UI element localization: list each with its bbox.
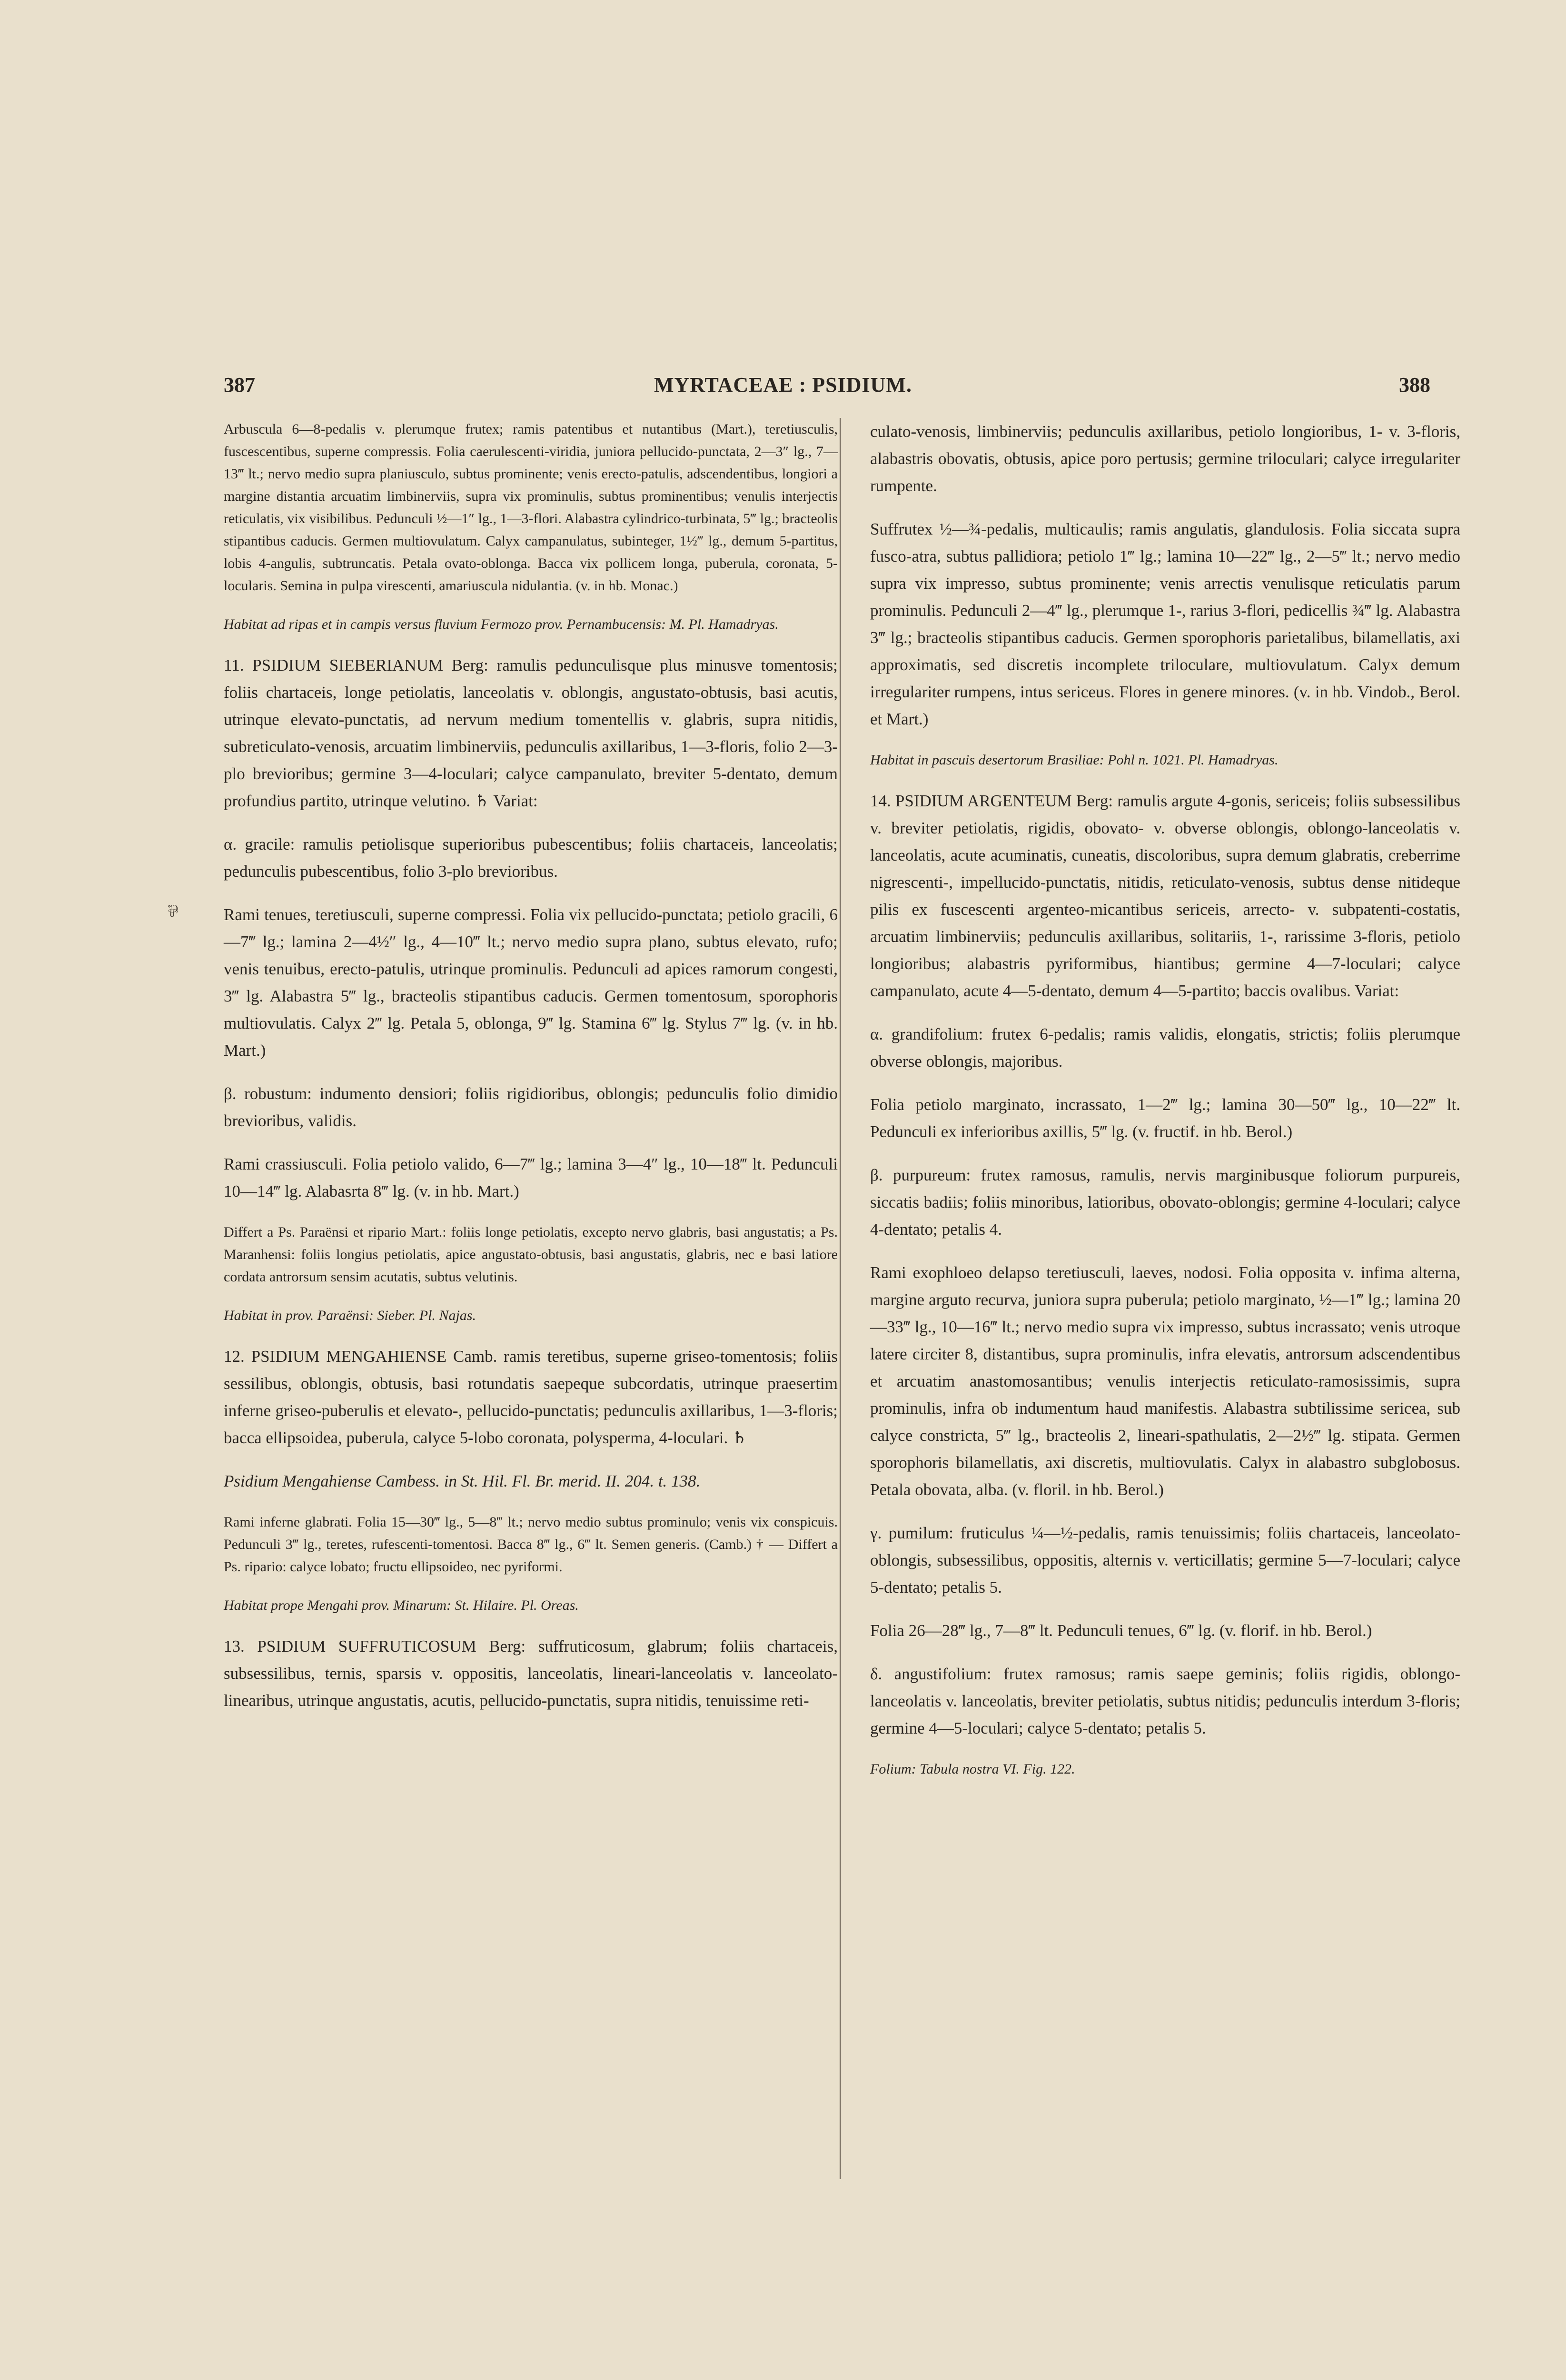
margin-mark: ⅌ xyxy=(168,903,178,921)
citation: Psidium Mengahiense Cambess. in St. Hil. Fl. Br. merid. II. 204. t. 138. xyxy=(224,1472,701,1490)
right-column xyxy=(870,418,1460,1796)
page-header xyxy=(0,369,1566,402)
right-page-number: 388 xyxy=(1399,373,1430,397)
paragraph: Folia 26—28‴ lg., 7—8‴ lt. Pedunculi tenues, 6‴ lg. (v. florif. in hb. Berol.) xyxy=(870,1621,1372,1640)
habitat-note: Habitat prope Mengahi prov. Minarum: St. Hilaire. Pl. Oreas. xyxy=(224,1597,579,1613)
left-column xyxy=(224,418,838,1730)
variety-entry: β. robustum: indumento densiori; foliis rigidioribus, oblongis; pedunculis folio dimidio brevioribus, validis. xyxy=(224,1084,838,1130)
paragraph: Arbuscula 6—8-pedalis v. plerumque frutex; ramis patentibus et nutantibus (Mart.), teretiusculis, fuscescentibus, superne compressis. Folia caerulescenti-viridia, juniora pellucido-punctata, 2—3″ lg., 7—13‴ lt.; nervo medio supra planiusculo, subtus prominente; venis erecto-patulis, adscendentibus, longiori a margine distantia arcuatim limbinerviis, supra vix prominulis, subtus prominentibus; venulis interjectis reticulatis, vix visibilibus. Pedunculi ½—1″ lg., 1—3-flori. Alabastra cylindrico-turbinata, 5‴ lg.; bracteolis stipantibus caducis. Germen multiovulatum. Calyx campanulatus, subinteger, 1½‴ lg., demum 5-partitus, lobis 4-angulis, subtruncatis. Petala ovato-oblonga. Bacca vix pollicem longa, puberula, coronata, 5-locularis. Semina in pulpa virescenti, amariuscula nidulantia. (v. in hb. Monac.) xyxy=(224,421,838,594)
paragraph: Rami crassiusculi. Folia petiolo valido, 6—7‴ lg.; lamina 3—4″ lg., 10—18‴ lt. Pedunculi 10—14‴ lg. Alabasrta 8‴ lg. (v. in hb. Mart.) xyxy=(224,1155,838,1200)
habitat-note: Habitat ad ripas et in campis versus fluvium Fermozo prov. Pernambucensis: M. Pl. Hamadryas. xyxy=(224,616,779,632)
paragraph: Rami inferne glabrati. Folia 15—30‴ lg., 5—8‴ lt.; nervo medio subtus prominulo; venis vix conspicuis. Pedunculi 3‴ lg., teretes, rufescenti-tomentosi. Bacca 8‴ lg., 6‴ lt. Semen generis. (Camb.) † — Differt a Ps. ripario: calyce lobato; fructu ellipsoideo, nec pyriformi. xyxy=(224,1514,838,1575)
variety-entry: α. grandifolium: frutex 6-pedalis; ramis validis, elongatis, strictis; foliis plerumque obverse oblongis, majoribus. xyxy=(870,1025,1460,1071)
running-title: MYRTACEAE : PSIDIUM. xyxy=(654,373,912,397)
species-entry: 13. PSIDIUM SUFFRUTICOSUM Berg: suffruticosum, glabrum; foliis chartaceis, subsessilibus, ternis, sparsis v. oppositis, lanceolatis, lineari-lanceolatis v. lanceolato-linearibus, utrinque angustatis, acutis, pellucido-punctatis, supra nitidis, tenuissime reti- xyxy=(224,1637,838,1710)
species-entry: 14. PSIDIUM ARGENTEUM Berg: ramulis argute 4-gonis, sericeis; foliis subsessilibus v. breviter petiolatis, rigidis, obovato- v. obverse oblongis, oblongo-lanceolatis v. lanceolatis, acute acuminatis, cuneatis, discoloribus, supra demum glabratis, creberrime nigrescenti-, impellucido-punctatis, nitidis, reticulato-venosis, subtus dense nitideque pilis ex fuscescenti argenteo-micantibus sericeis, arrecto- v. subpatenti-costatis, arcuatim limbinerviis; pedunculis axillaribus, solitariis, 1-, rarissime 3-floris, petiolo longioribus; alabastris pyriformibus, hiantibus; germine 4—7-loculari; calyce campanulato, acute 4—5-dentato, demum 4—5-partito; baccis ovalibus. Variat: xyxy=(870,792,1460,1000)
column-divider xyxy=(840,418,841,2179)
variety-entry: β. purpureum: frutex ramosus, ramulis, nervis marginibusque foliorum purpureis, siccatis badiis; foliis minoribus, latioribus, obovato-oblongis; germine 4-loculari; calyce 4-dentato; petalis 4. xyxy=(870,1166,1460,1239)
species-entry: 12. PSIDIUM MENGAHIENSE Camb. ramis teretibus, superne griseo-tomentosis; foliis sessilibus, oblongis, obtusis, basi rotundatis saepeque subcordatis, utrinque praesertim inferne griseo-puberulis et elevato-, pellucido-punctatis; pedunculis axillaribus, 1—3-floris; bacca ellipsoidea, puberula, calyce 5-lobo coronata, polysperma, 4-loculari. ♄ xyxy=(224,1347,838,1447)
paragraph: Differt a Ps. Paraënsi et ripario Mart.: foliis longe petiolatis, excepto nervo glabris, basi angustatis; a Ps. Maranhensi: foliis longius petiolatis, apice angustato-obtusis, basi angustatis, glabris, nec e basi latiore cordata antrorsum sensim acutatis, subtus velutinis. xyxy=(224,1224,838,1285)
left-page-number: 387 xyxy=(224,373,255,397)
variety-entry: δ. angustifolium: frutex ramosus; ramis saepe geminis; foliis rigidis, oblongo-lanceolatis v. lanceolatis, breviter petiolatis, subtus nitidis; pedunculis interdum 3-floris; germine 4—5-loculari; calyce 5-dentato; petalis 5. xyxy=(870,1665,1460,1737)
species-entry: 11. PSIDIUM SIEBERIANUM Berg: ramulis pedunculisque plus minusve tomentosis; foliis chartaceis, longe petiolatis, lanceolatis v. oblongis, angustato-obtusis, basi acutis, utrinque elevato-punctatis, ad nervum medium tomentellis v. glabris, supra nitidis, subreticulato-venosis, arcuatim limbinerviis, pedunculis axillaribus, 1—3-floris, folio 2—3-plo brevioribus; germine 3—4-loculari; calyce campanulato, breviter 5-dentato, demum profundius partito, utrinque velutino. ♄ Variat: xyxy=(224,656,838,810)
habitat-note: Habitat in prov. Paraënsi: Sieber. Pl. Najas. xyxy=(224,1308,476,1323)
paragraph: Folia petiolo marginato, incrassato, 1—2‴ lg.; lamina 30—50‴ lg., 10—22‴ lt. Pedunculi ex inferioribus axillis, 5‴ lg. (v. fructif. in hb. Berol.) xyxy=(870,1095,1460,1141)
habitat-note: Habitat in pascuis desertorum Brasiliae: Pohl n. 1021. Pl. Hamadryas. xyxy=(870,752,1279,768)
paragraph: Suffrutex ½—¾-pedalis, multicaulis; ramis angulatis, glandulosis. Folia siccata supra fusco-atra, subtus pallidiora; petiolo 1‴ lg.; lamina 10—22‴ lg., 2—5‴ lt.; nervo medio supra vix impresso, subtus prominente; venis arrectis venulisque reticulatis parum prominulis. Pedunculi 2—4‴ lg., plerumque 1-, rarius 3-flori, pedicellis ¾‴ lg. Alabastra 3‴ lg.; bracteolis stipantibus caducis. Germen sporophoris parietalibus, bilamellatis, axi approximatis, sed discretis incomplete triloculare, multiovulatum. Calyx demum irregulariter rumpens, intus sericeus. Flores in genere minores. (v. in hb. Vindob., Berol. et Mart.) xyxy=(870,520,1460,728)
variety-entry: γ. pumilum: fruticulus ¼—½-pedalis, ramis tenuissimis; foliis chartaceis, lanceolato-oblongis, subsessilibus, oppositis, alternis v. verticillatis; germine 5—7-loculari; calyce 5-dentato; petalis 5. xyxy=(870,1524,1460,1597)
variety-entry: α. gracile: ramulis petiolisque superioribus pubescentibus; foliis chartaceis, lanceolatis; pedunculis pubescentibus, folio 3-plo brevioribus. xyxy=(224,835,838,881)
figure-reference: Folium: Tabula nostra VI. Fig. 122. xyxy=(870,1761,1075,1777)
paragraph: Rami tenues, teretiusculi, superne compressi. Folia vix pellucido-punctata; petiolo gracili, 6—7‴ lg.; lamina 2—4½″ lg., 4—10‴ lt.; nervo medio supra plano, subtus elevato, rufo; venis tenuibus, erecto-patulis, utrinque prominulis. Pedunculi ad apices ramorum congesti, 3‴ lg. Alabastra 5‴ lg., bracteolis stipantibus caducis. Germen tomentosum, sporophoris multiovulatis. Calyx 2‴ lg. Petala 5, oblonga, 9‴ lg. Stamina 6‴ lg. Stylus 7‴ lg. (v. in hb. Mart.) xyxy=(224,905,838,1060)
paragraph: Rami exophloeo delapso teretiusculi, laeves, nodosi. Folia opposita v. infima alterna, margine arguto recurva, juniora supra puberula; petiolo marginato, ½—1‴ lg.; lamina 20—33‴ lg., 10—16‴ lt.; nervo medio supra vix impresso, subtus incrassato; venis utroque latere circiter 8, distantibus, supra prominulis, infra elevatis, antrorsum adscendentibus et arcuatim anastomosantibus; venulis interjectis reticulato-ramosissimis, supra prominulis, infra ob indumentum haud manifestis. Alabastra subtilissime sericea, sub calyce constricta, 5‴ lg., bracteolis 2, lineari-spathulatis, 2—2½‴ lg. stipata. Germen sporophoris bilamellatis, axi discretis, multiovulatis. Calyx in alabastro subglobosus. Petala obovata, alba. (v. floril. in hb. Berol.) xyxy=(870,1263,1460,1499)
paragraph: culato-venosis, limbinerviis; pedunculis axillaribus, petiolo longioribus, 1- v. 3-floris, alabastris obovatis, obtusis, apice poro pertusis; germine triloculari; calyce irregulariter rumpente. xyxy=(870,422,1460,495)
